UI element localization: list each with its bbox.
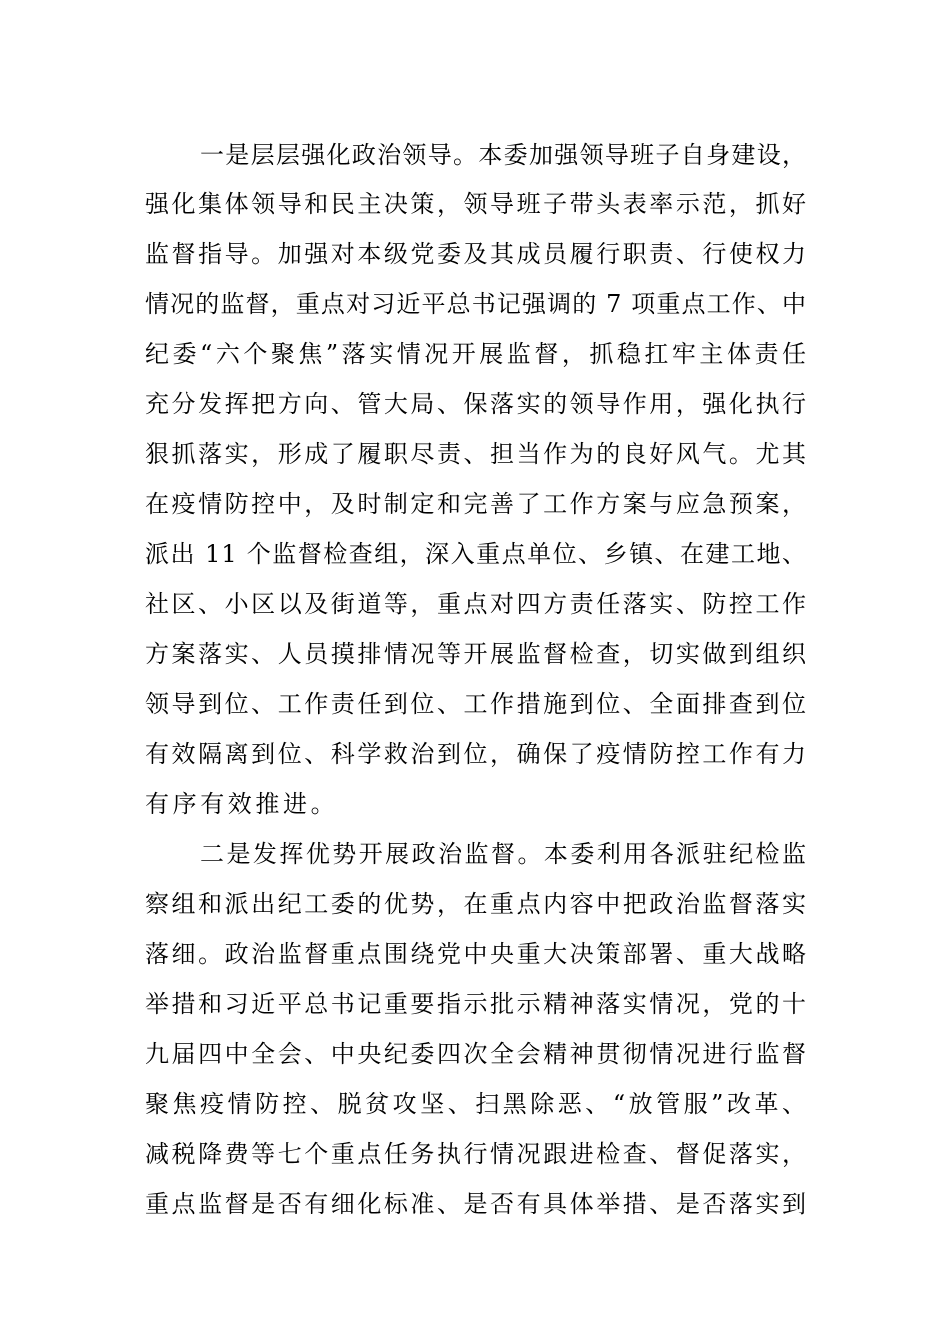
- text-line: 在疫情防控中，及时制定和完善了工作方案与应急预案，: [145, 490, 807, 518]
- text-line: 有效隔离到位、科学救治到位，确保了疫情防控工作有力: [145, 740, 807, 768]
- text-line: 纪委“六个聚焦”落实情况开展监督，抓稳扛牢主体责任: [145, 340, 807, 368]
- text-line: 重点监督是否有细化标准、是否有具体举措、是否落实到: [145, 1190, 807, 1218]
- text-line: 聚焦疫情防控、脱贫攻坚、扫黑除恶、“放管服”改革、: [145, 1090, 807, 1118]
- text-line: 领导到位、工作责任到位、工作措施到位、全面排查到位: [145, 690, 807, 718]
- text-line: 有序有效推进。: [145, 790, 339, 818]
- text-line: 二是发挥优势开展政治监督。本委利用各派驻纪检监: [200, 840, 807, 868]
- text-line: 强化集体领导和民主决策，领导班子带头表率示范，抓好: [145, 190, 807, 218]
- text-line: 落细。政治监督重点围绕党中央重大决策部署、重大战略: [145, 940, 807, 968]
- text-line: 举措和习近平总书记重要指示批示精神落实情况，党的十: [145, 990, 807, 1018]
- text-line: 减税降费等七个重点任务执行情况跟进检查、督促落实，: [145, 1140, 807, 1168]
- text-line: 察组和派出纪工委的优势，在重点内容中把政治监督落实: [145, 890, 807, 918]
- text-line: 情况的监督，重点对习近平总书记强调的 7 项重点工作、中: [145, 290, 807, 318]
- text-line: 一是层层强化政治领导。本委加强领导班子自身建设，: [200, 141, 807, 169]
- text-line: 社区、小区以及街道等，重点对四方责任落实、防控工作: [145, 590, 807, 618]
- text-line: 派出 11 个监督检查组，深入重点单位、乡镇、在建工地、: [145, 540, 807, 568]
- text-line: 方案落实、人员摸排情况等开展监督检查，切实做到组织: [145, 640, 807, 668]
- text-line: 监督指导。加强对本级党委及其成员履行职责、行使权力: [145, 240, 807, 268]
- text-line: 狠抓落实，形成了履职尽责、担当作为的良好风气。尤其: [145, 440, 807, 468]
- text-line: 充分发挥把方向、管大局、保落实的领导作用，强化执行: [145, 390, 807, 418]
- text-line: 九届四中全会、中央纪委四次全会精神贯彻情况进行监督: [145, 1040, 807, 1068]
